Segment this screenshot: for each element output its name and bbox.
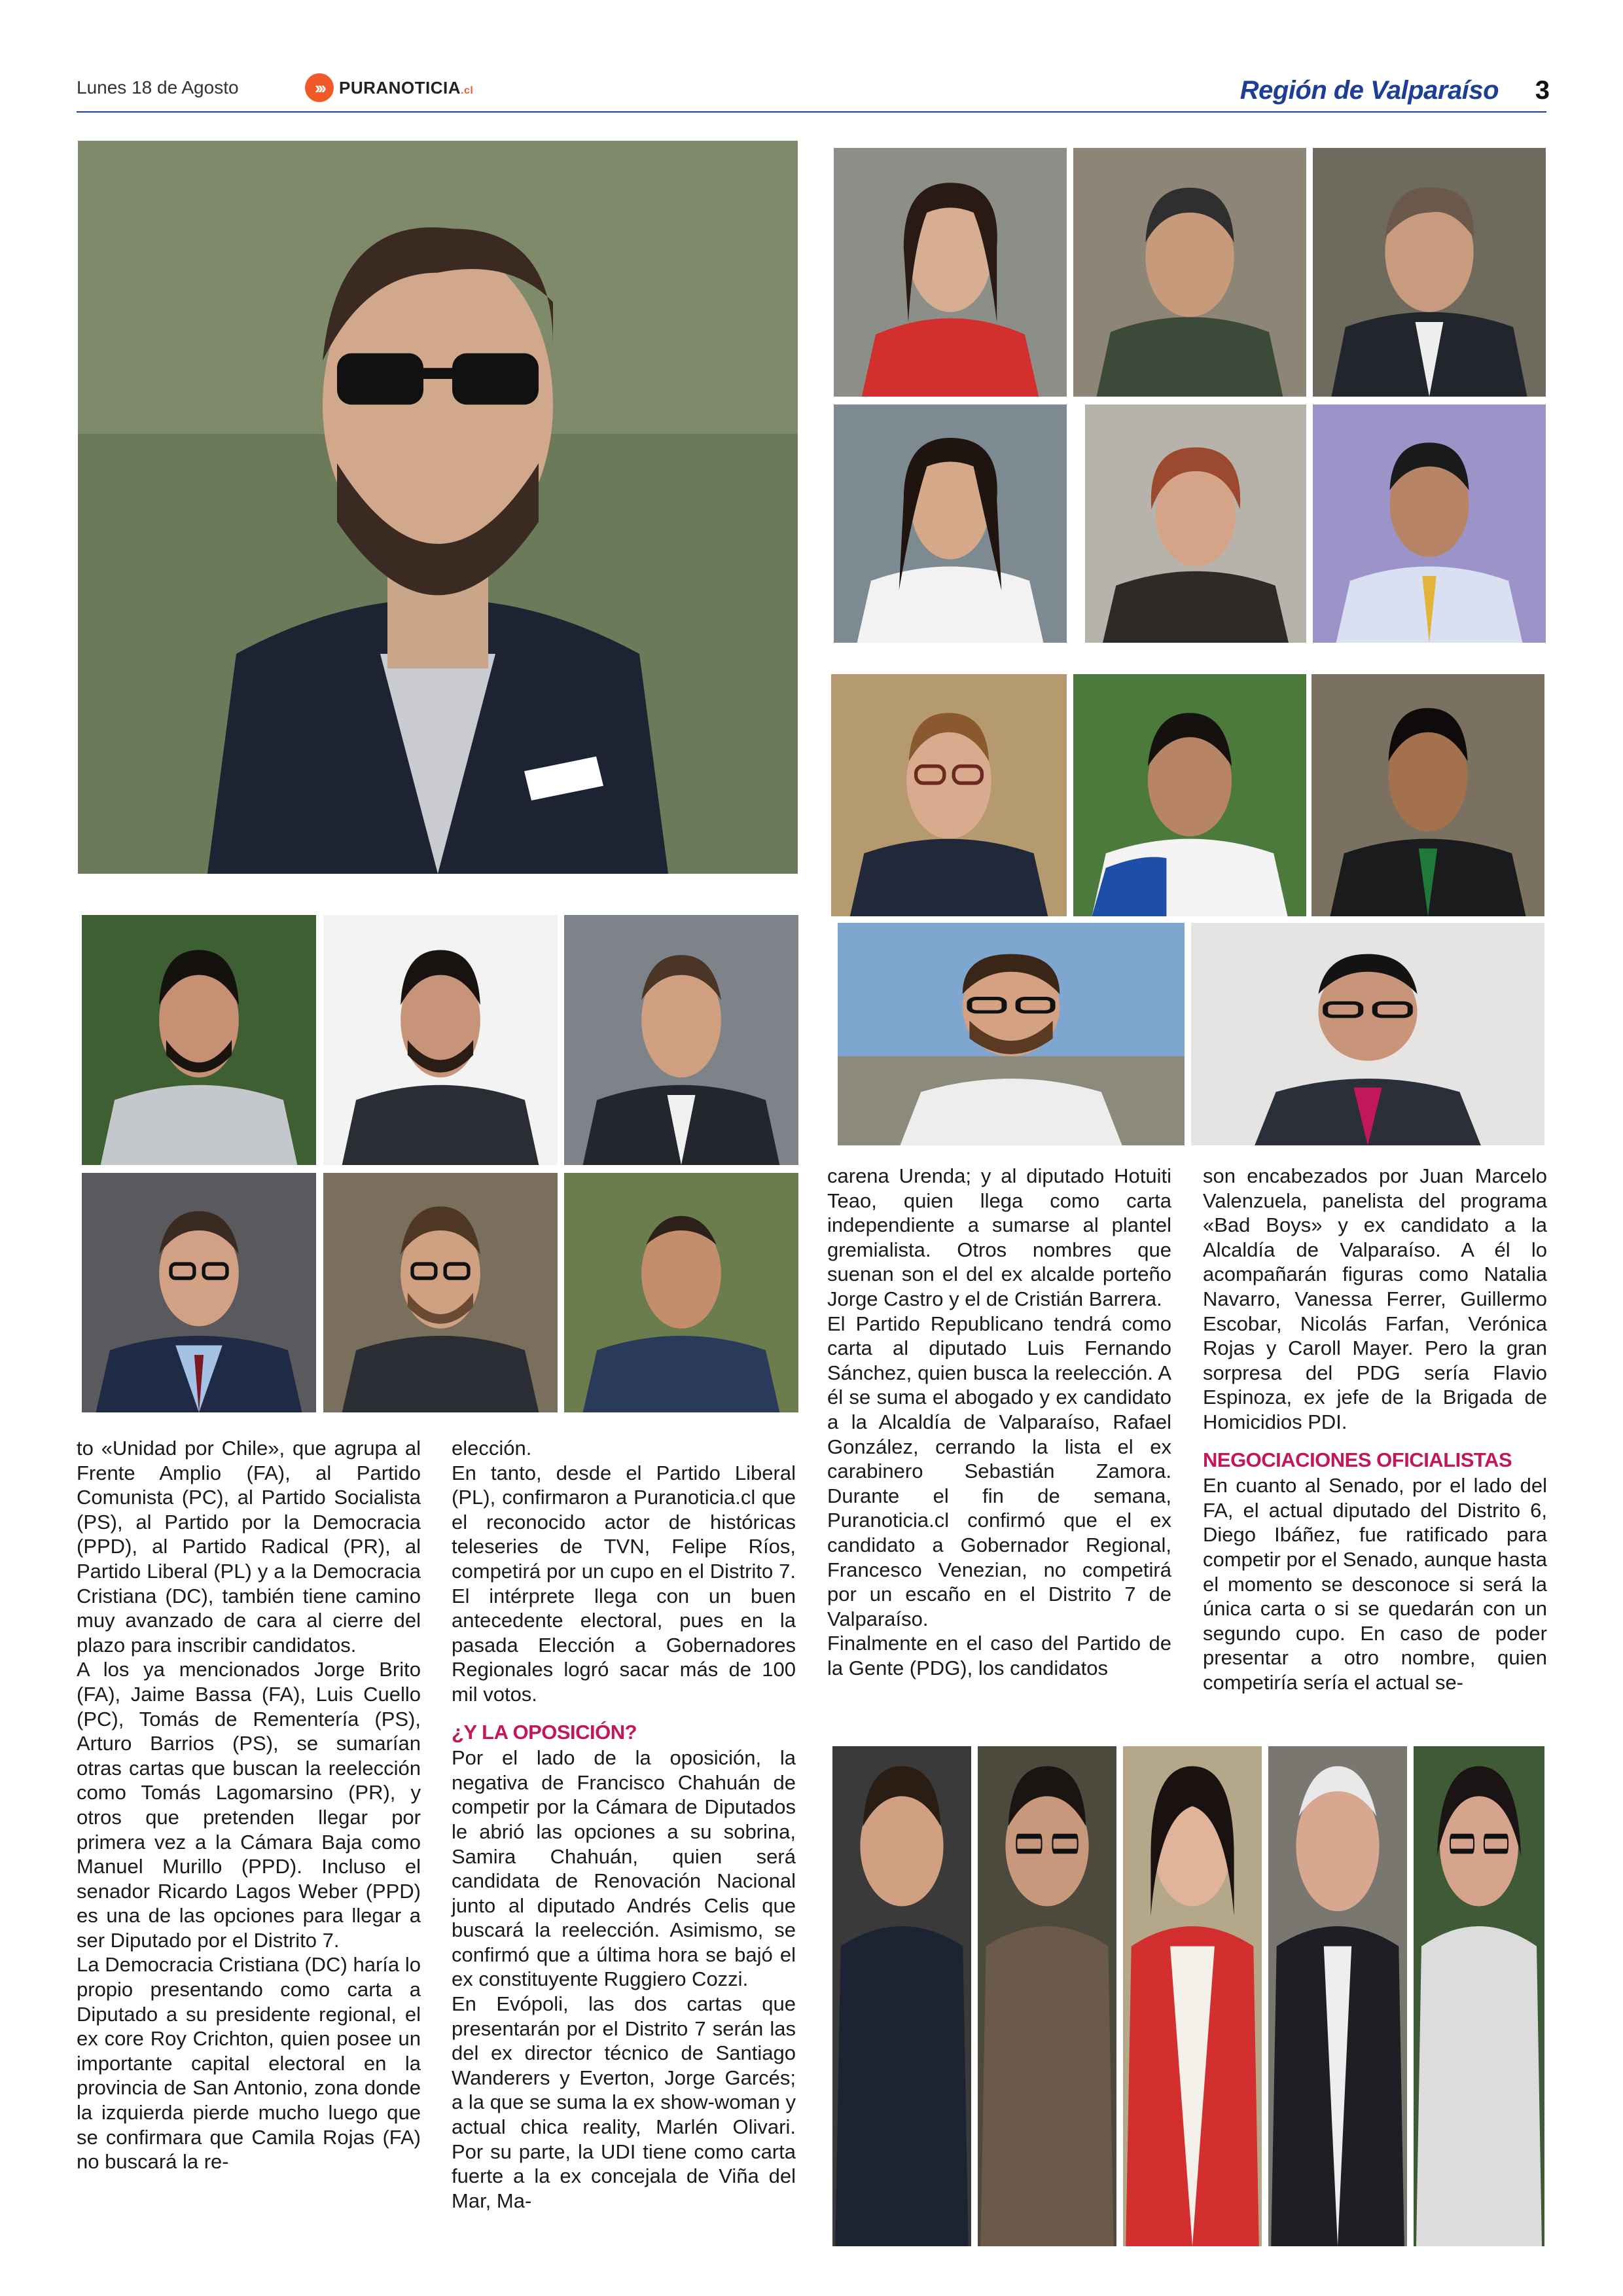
article-column-2 [452,1436,796,2213]
portrait-grid-mid-5 [1191,923,1544,1145]
portrait-bottom-5 [1414,1746,1544,2246]
article-column-1 [77,1436,421,2174]
paragraph: El Partido Republicano tendrá como carta al diputado Luis Fernando Sánchez, quien busca la reelección. A él se suma el abogado y ex candidato a la Alcaldía de Valparaíso, Rafael González, cerrando la lista el ex carabinero Sebastián Zamora. Durante el fin de semana, Puranoticia.cl confirmó que el ex candidato a Gobernador Regional, Francesco Venezian, no competirá por un escaño en el Distrito 7 de Valparaíso. [827,1312,1171,1630]
paragraph: En cuanto al Senado, por el lado del FA, el actual diputado del Distrito 6, Diego Ibáñez, fue ratificado para competir por el Senado, aunque hasta el momento se desconoce si será la única carta o si se quedarán con un segundo cupo. En caso de poder presentar a otro nombre, quien competiría sería el actual se- [1203,1474,1547,1694]
portrait-grid-left-6 [564,1173,798,1412]
paragraph: La Democracia Cristiana (DC) haría lo propio presentando como carta a Diputado a su presidente regional, el ex core Roy Crichton, quien posee un importante capital electoral en la provincia de San Antonio, zona donde la izquierda pierde mucho luego que se confirmara que Camila Rojas (FA) no buscará la re- [77,1953,421,2174]
page-number: 3 [1535,76,1550,105]
paragraph: to «Unidad por Chile», que agrupa al Frente Amplio (FA), al Partido Comunista (PC), al Partido Socialista (PS), al Partido por la Democracia (PPD), al Partido Radical (PR), al Partido Liberal (PL) y a la Democracia Cristiana (DC), también tiene camino muy avanzado de cara al cierre del plazo para inscribir candidatos. [77,1437,421,1657]
portrait-grid-top-3 [1313,148,1546,397]
portrait-grid-left-4 [82,1173,316,1412]
paragraph: son encabezados por Juan Marcelo Valenzuela, panelista del programa «Bad Boys» y ex candidato a la Alcaldía de Valparaíso. A él lo acompañarán figuras como Natalia Navarro, Vanessa Ferrer, Guillermo Escobar, Nicolás Farfan, Verónica Rojas y Caroll Mayer. Pero la gran sorpresa del PDG sería Flavio Espinoza, ex jefe de la Brigada de Homicidios PDI. [1203,1164,1547,1433]
portrait-grid-top-6 [1313,404,1546,643]
portrait-grid-left-3 [564,915,798,1165]
portrait-grid-left-1 [82,915,316,1165]
portrait-main [78,141,798,874]
paragraph: elección. [452,1437,532,1460]
article-column-4 [1203,1164,1547,1695]
subheading-negociaciones: NEGOCIACIONES OFICIALISTAS [1203,1448,1512,1471]
header-rule [77,111,1546,113]
header-date: Lunes 18 de Agosto [77,77,239,98]
portrait-grid-top-2 [1073,148,1306,397]
portrait-grid-mid-2 [1073,674,1306,916]
paragraph: carena Urenda; y al diputado Hotuiti Teao, quien llega como carta independiente a sumarse al plantel gremialista. Otros nombres que suenan son el del ex alcalde porteño Jorge Castro y el de Cristián Barrera. [827,1164,1171,1310]
portrait-bottom-4 [1268,1746,1407,2246]
section-title: Región de Valparaíso [1240,76,1499,105]
paragraph: En Evópoli, las dos cartas que presentarán por el Distrito 7 serán las del ex director técnico de Santiago Wanderers y Everton, Jorge Garcés; a la que se suma la ex show-woman y actual chica reality, Marlén Olivari. Por su parte, la UDI tiene como carta fuerte a la ex concejala de Viña del Mar, Ma- [452,1992,796,2212]
portrait-grid-mid-1 [831,674,1067,916]
article-column-3 [827,1164,1171,1680]
portrait-grid-left-2 [323,915,558,1165]
portrait-grid-mid-4 [838,923,1185,1145]
logo-arrows-icon: ››› [305,73,334,102]
paragraph: A los ya mencionados Jorge Brito (FA), Jaime Bassa (FA), Luis Cuello (PC), Tomás de Rementería (PS), Arturo Barrios (PS), se sumarían otras cartas que buscan la reelección como Tomás Lagomarsino (PR), y otros que pretenden llegar por primera vez a la Cámara Baja como Manuel Murillo (PPD). Incluso el senador Ricardo Lagos Weber (PPD) es una de las opciones para llegar a ser Diputado por el Distrito 7. [77,1658,421,1952]
portrait-grid-top-5 [1085,404,1306,643]
puranoticia-logo [305,73,473,102]
logo-text: PURANOTICIA [339,77,461,98]
portrait-grid-top-1 [834,148,1067,397]
portrait-grid-top-4 [834,404,1067,643]
logo-suffix: .cl [461,84,474,96]
subheading-oposicion: ¿Y LA OPOSICIÓN? [452,1720,637,1744]
portrait-bottom-1 [832,1746,971,2246]
portrait-bottom-2 [978,1746,1116,2246]
paragraph: Finalmente en el caso del Partido de la Gente (PDG), los candidatos [827,1632,1171,1679]
portrait-grid-mid-3 [1311,674,1544,916]
portrait-grid-left-5 [323,1173,558,1412]
portrait-bottom-3 [1123,1746,1262,2246]
paragraph: En tanto, desde el Partido Liberal (PL), confirmaron a Puranoticia.cl que el reconocido actor de históricas teleseries de TVN, Felipe Ríos, competirá por un cupo en el Distrito 7. El intérprete llega con un buen antecedente electoral, pues en la pasada Elección a Gobernadores Regionales logró sacar más de 100 mil votos. [452,1461,796,1706]
paragraph: Por el lado de la oposición, la negativa de Francisco Chahuán de competir por la Cámara de Diputados le abrió las opciones a su sobrina, Samira Chahuán, quien será candidata de Renovación Nacional junto al diputado Andrés Celis que buscará la reelección. Asimismo, se confirmó que a última hora se bajó el ex constituyente Ruggiero Cozzi. [452,1746,796,1991]
